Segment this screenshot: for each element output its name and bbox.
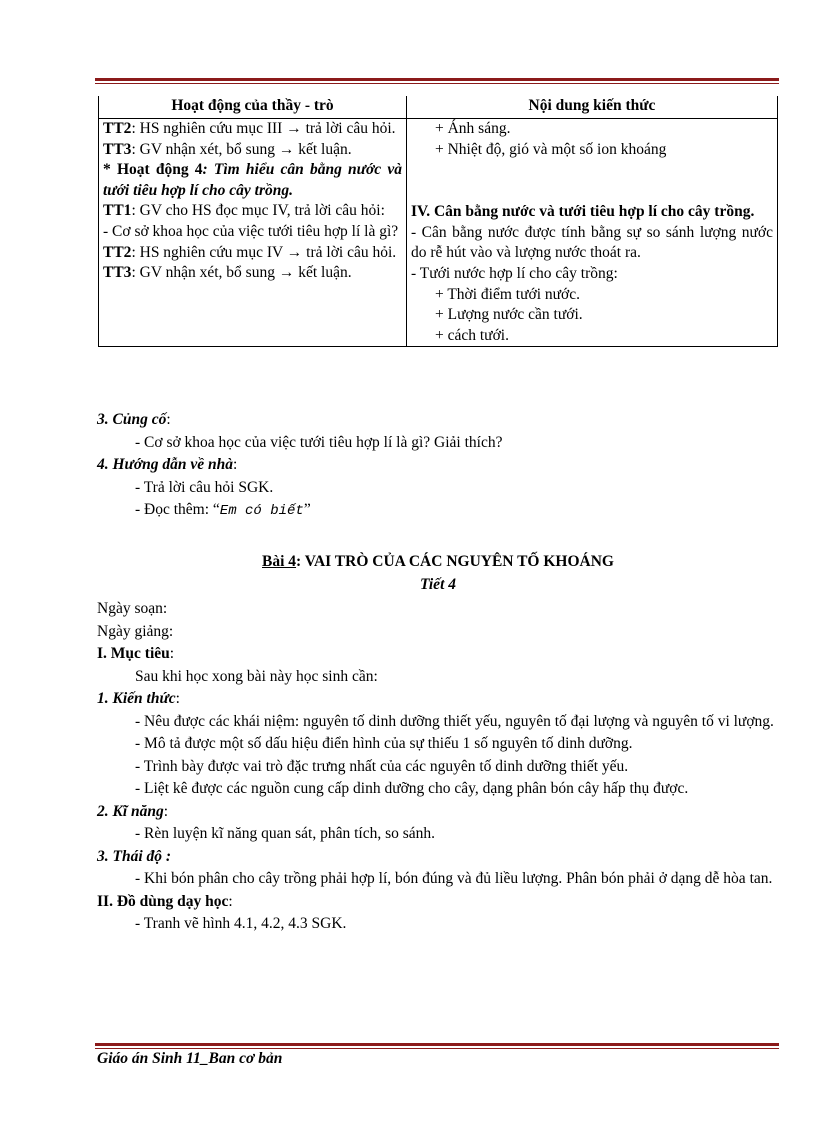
- table-header-content: Nội dung kiến thức: [407, 96, 778, 119]
- header-rule-thick: [95, 78, 779, 81]
- lesson-period: Tiết 4: [419, 575, 456, 593]
- summary-section: [97, 409, 779, 523]
- attitude-heading: 3. Thái độ :: [97, 847, 172, 865]
- knowledge-item-1: - Nêu được các khái niệm: nguyên tố dinh dưỡng thiết yếu, nguyên tố đại lượng và nguyên tố vi lượng.: [135, 712, 774, 730]
- tt3-step-2: TT3: GV nhận xét, bổ sung → kết luận.: [103, 264, 352, 282]
- tt1-step: TT1: GV cho HS đọc mục IV, trả lời câu hỏi:: [103, 202, 385, 220]
- materials-item-1: - Tranh vẽ hình 4.1, 4.2, 4.3 SGK.: [135, 915, 347, 932]
- spacer: [411, 160, 773, 202]
- table-header-activities: Hoạt động của thầy - trò: [99, 96, 407, 119]
- light-factor: + Ánh sáng.: [435, 120, 511, 137]
- irrigation-amount: + Lượng nước cần tưới.: [435, 306, 583, 324]
- tt3-step: TT3: GV nhận xét, bổ sung → kết luận.: [103, 140, 352, 158]
- footer-text: Giáo án Sinh 11_Ban cơ bản: [97, 1050, 283, 1067]
- knowledge-item-4: - Liệt kê được các nguồn cung cấp dinh dưỡng cho cây, dạng phân bón cây hấp thụ được.: [135, 780, 689, 797]
- activity-4-heading: * Hoạt động 4: Tìm hiểu cân bằng nước và tưới tiêu hợp lí cho cây trồng.: [103, 161, 402, 199]
- irrigation-time: + Thời điểm tưới nước.: [435, 285, 580, 303]
- objectives-heading: I. Mục tiêu:: [97, 645, 175, 662]
- attitude-item-1: - Khi bón phân cho cây trồng phải hợp lí, bón đúng và đủ liều lượng. Phân bón phải ở dạng dễ hòa tan.: [135, 870, 773, 887]
- footer-rule-thick: [95, 1043, 779, 1046]
- homework-heading: 4. Hướng dẫn về nhà:: [97, 456, 238, 473]
- objectives-intro: Sau khi học xong bài này học sinh cần:: [135, 667, 378, 685]
- lesson-title: Bài 4: VAI TRÒ CỦA CÁC NGUYÊN TỐ KHOÁNG: [262, 553, 614, 570]
- section-iv-heading: IV. Cân bằng nước và tưới tiêu hợp lí cho cây trồng.: [411, 203, 755, 221]
- teach-date: Ngày giảng:: [97, 622, 174, 640]
- lesson-section: [97, 551, 779, 936]
- skills-heading: 2. Kĩ năng:: [97, 802, 169, 820]
- activities-cell: [99, 119, 407, 347]
- footer-rule-thin: [95, 1048, 779, 1049]
- skills-item-1: - Rèn luyện kĩ năng quan sát, phân tích, so sánh.: [135, 825, 436, 842]
- prep-date: Ngày soạn:: [97, 600, 168, 617]
- knowledge-item-3: - Trình bày được vai trò đặc trưng nhất của các nguyên tố dinh dưỡng thiết yếu.: [135, 757, 629, 775]
- content-cell: [407, 119, 778, 347]
- materials-heading: II. Đồ dùng dạy học:: [97, 892, 233, 910]
- lesson-table: [98, 96, 778, 347]
- temperature-factor: + Nhiệt độ, gió và một số ion khoáng: [435, 140, 667, 158]
- tt2-step-2: TT2: HS nghiên cứu mục IV → trả lời câu hỏi.: [103, 243, 397, 261]
- consolidation-item: - Cơ sở khoa học của việc tưới tiêu hợp lí là gì? Giải thích?: [135, 433, 503, 451]
- question-text: - Cơ sở khoa học của việc tưới tiêu hợp lí là gì?: [103, 222, 399, 240]
- irrigation-text: - Tưới nước hợp lí cho cây trồng:: [411, 264, 618, 282]
- consolidation-heading: 3. Củng cố:: [97, 411, 171, 428]
- water-balance-text: - Cân bằng nước được tính bằng sự so sánh lượng nước do rễ hút vào và lượng nước thoát ra.: [411, 223, 773, 262]
- header-rule-thin: [95, 83, 779, 84]
- homework-item-1: - Trả lời câu hỏi SGK.: [135, 478, 274, 496]
- knowledge-heading: 1. Kiến thức:: [97, 690, 180, 707]
- homework-item-2: - Đọc thêm: “Em có biết”: [135, 501, 311, 519]
- irrigation-method: + cách tưới.: [435, 326, 509, 344]
- tt2-step: TT2: HS nghiên cứu mục III → trả lời câu hỏi.: [103, 120, 396, 137]
- knowledge-item-2: - Mô tả được một số dấu hiệu điển hình của sự thiếu 1 số nguyên tố dinh dưỡng.: [135, 735, 633, 752]
